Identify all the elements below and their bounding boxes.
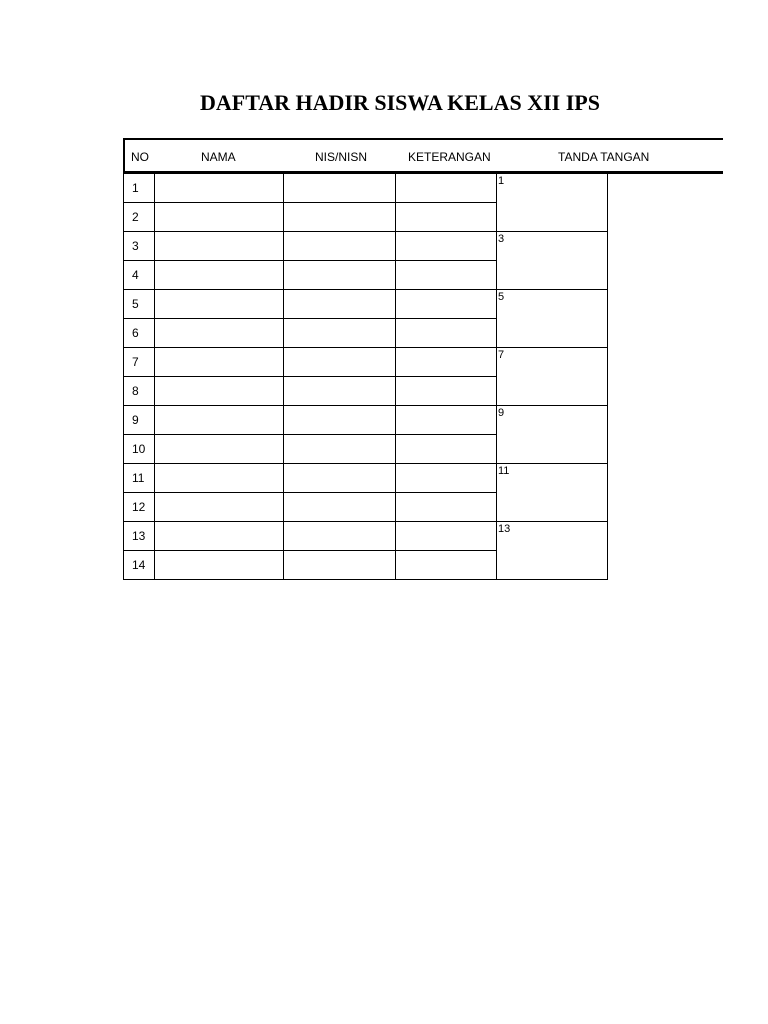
row-number: 9 <box>132 413 139 427</box>
header-no: NO <box>131 150 149 164</box>
row-divider <box>123 492 496 493</box>
signature-slot-number: 13 <box>498 523 511 535</box>
column-divider <box>154 174 155 580</box>
row-divider <box>123 318 496 319</box>
row-number: 10 <box>132 442 146 456</box>
row-divider <box>123 347 496 348</box>
table-header-row <box>123 138 723 174</box>
row-divider <box>123 289 496 290</box>
signature-divider <box>496 579 608 580</box>
page-title: DAFTAR HADIR SISWA KELAS XII IPS <box>200 90 600 115</box>
signature-slot-number: 3 <box>498 233 505 245</box>
row-divider <box>123 202 496 203</box>
row-divider <box>123 405 496 406</box>
signature-slot-number: 11 <box>498 465 510 477</box>
header-keterangan: KETERANGAN <box>408 150 491 164</box>
row-divider <box>123 579 496 580</box>
row-number: 5 <box>132 297 139 311</box>
row-divider <box>123 463 496 464</box>
signature-divider <box>496 405 608 406</box>
signature-slot-number: 1 <box>498 175 505 187</box>
header-tanda-tangan: TANDA TANGAN <box>558 150 650 164</box>
signature-slot-number: 9 <box>498 407 505 419</box>
column-divider <box>395 174 396 580</box>
row-number: 4 <box>132 268 139 282</box>
column-divider <box>607 174 608 580</box>
row-number: 2 <box>132 210 139 224</box>
row-number: 8 <box>132 384 139 398</box>
row-number: 11 <box>132 471 145 485</box>
row-number: 7 <box>132 355 139 369</box>
row-number: 1 <box>132 181 139 195</box>
row-divider <box>123 434 496 435</box>
row-number: 6 <box>132 326 139 340</box>
header-nis-nisn: NIS/NISN <box>315 150 368 164</box>
signature-divider <box>496 347 608 348</box>
signature-slot-number: 7 <box>498 349 505 361</box>
row-divider <box>123 521 496 522</box>
column-divider <box>496 174 497 580</box>
column-divider <box>123 174 124 580</box>
signature-divider <box>496 463 608 464</box>
row-divider <box>123 550 496 551</box>
signature-divider <box>496 521 608 522</box>
row-divider <box>123 260 496 261</box>
signature-slot-number: 5 <box>498 291 505 303</box>
row-number: 12 <box>132 500 146 514</box>
header-nama: NAMA <box>201 150 236 164</box>
signature-divider <box>496 289 608 290</box>
row-number: 13 <box>132 529 146 543</box>
row-divider <box>123 231 496 232</box>
column-divider <box>283 174 284 580</box>
row-number: 14 <box>132 558 146 572</box>
attendance-table <box>123 138 650 582</box>
row-divider <box>123 376 496 377</box>
signature-divider <box>496 231 608 232</box>
row-number: 3 <box>132 239 139 253</box>
